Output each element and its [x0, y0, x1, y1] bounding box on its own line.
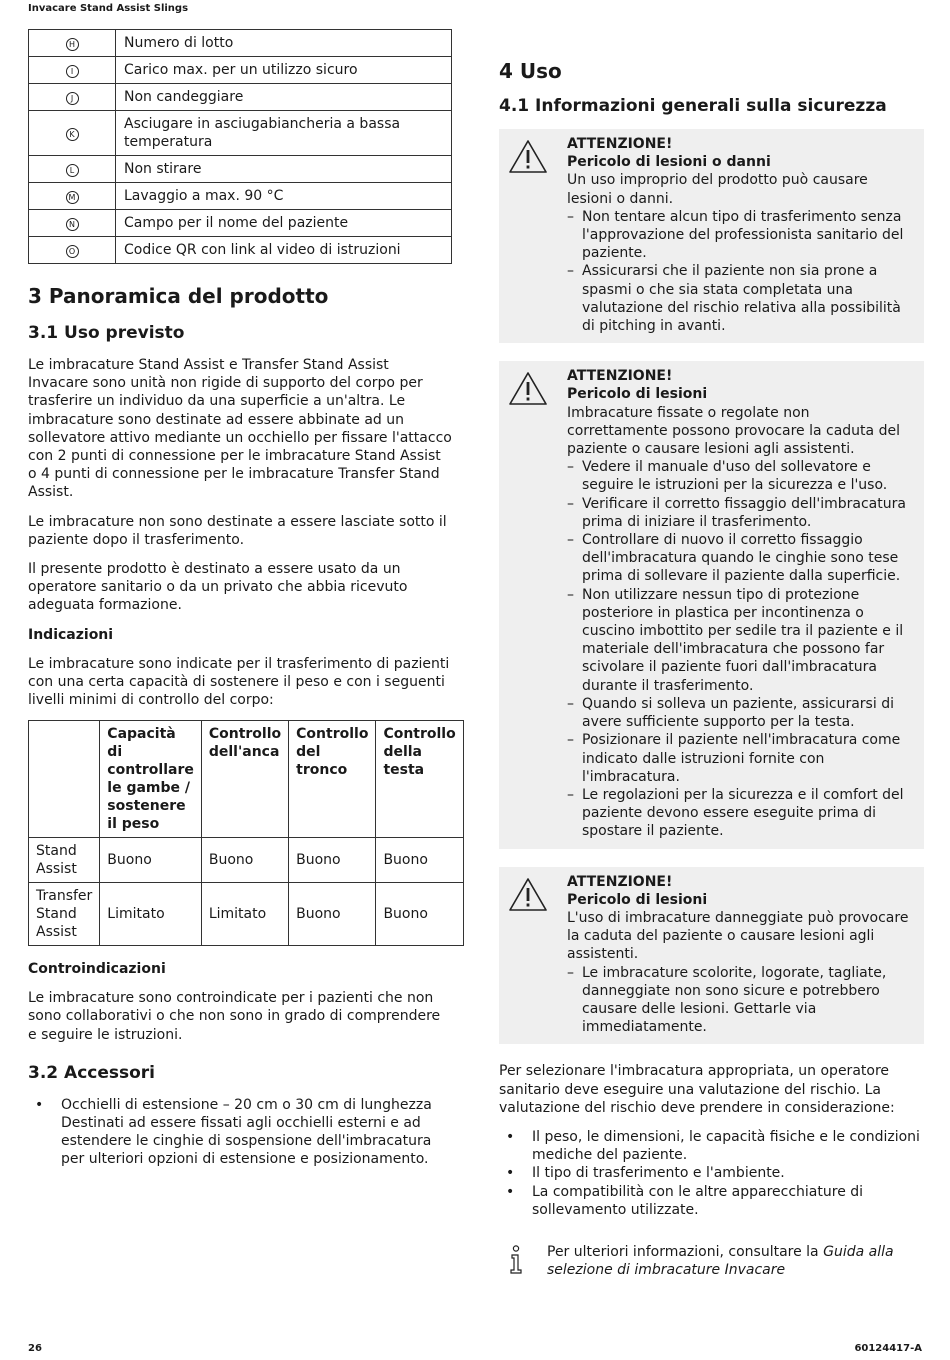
warning-triangle-icon [509, 371, 547, 405]
list-item-text: Quando si solleva un paziente, assicurarsi di avere sufficiente supporto per la testa. [582, 695, 894, 731]
table-header-cell: Controllo dell'anca [201, 721, 288, 838]
table-cell: Stand Assist [29, 838, 100, 883]
symbol-letter-cell [29, 57, 116, 84]
table-row [29, 237, 452, 264]
info-note [499, 1243, 924, 1279]
table-row [29, 111, 452, 156]
list-item [567, 458, 914, 494]
circled-letter-icon: N [66, 218, 79, 231]
right-column [499, 59, 924, 1279]
section-3-1-title: 3.1 Uso previsto [28, 323, 185, 343]
dash-icon: – [567, 586, 574, 603]
dash-icon: – [567, 263, 574, 280]
section-3-title: 3 Panoramica del prodotto [28, 284, 329, 308]
list-item [499, 1164, 924, 1182]
table-cell: Buono [289, 838, 376, 883]
table-cell: Buono [376, 838, 463, 883]
bullet-icon: • [35, 1096, 44, 1113]
circled-letter-icon: J [66, 92, 79, 105]
dash-icon: – [567, 964, 574, 981]
list-item [567, 786, 914, 841]
bullet-icon: • [506, 1165, 515, 1182]
symbol-description: Non candeggiare [116, 84, 452, 111]
circled-letter-icon: K [66, 128, 79, 141]
warning-list [567, 458, 914, 840]
list-item-text: Vedere il manuale d'uso del sollevatore e seguire le istruzioni per la sicurezza e l'uso. [582, 459, 888, 494]
page-number: 26 [28, 1343, 42, 1354]
table-cell: Limitato [201, 883, 288, 946]
table-cell: Buono [201, 838, 288, 883]
dash-icon: – [567, 495, 574, 512]
symbol-letter-cell [29, 210, 116, 237]
indications-table [28, 720, 464, 946]
symbol-description: Asciugare in asciugabiancheria a bassa temperatura [116, 111, 452, 156]
intended-use-paragraph-2: Le imbracature non sono destinate a essere lasciate sotto il paziente dopo il trasferimento. [28, 513, 447, 548]
table-header-row [29, 721, 464, 838]
table-header-cell: Controllo della testa [376, 721, 463, 838]
section-3-2-title: 3.2 Accessori [28, 1062, 156, 1083]
symbol-table [28, 29, 452, 264]
indications-title: Indicazioni [28, 626, 114, 643]
dash-icon: – [567, 459, 574, 476]
table-cell: Limitato [100, 883, 202, 946]
bullet-icon: • [506, 1183, 515, 1200]
running-header: Invacare Stand Assist Slings [28, 3, 189, 14]
indications-text: Le imbracature sono indicate per il trasferimento di pazienti con una certa capacità di sostenere il peso e con i seguenti livelli minimi di controllo del corpo: [28, 655, 450, 709]
symbol-letter-cell [29, 30, 116, 57]
document-code: 60124417-A [854, 1343, 922, 1354]
circled-letter-icon: L [66, 164, 79, 177]
intended-use-paragraph-3: Il presente prodotto è destinato a essere usato da un operatore sanitario o da un privato che abbia ricevuto adeguata formazione. [28, 561, 408, 614]
table-cell: Transfer Stand Assist [29, 883, 100, 946]
table-header-cell: Capacità di controllare le gambe / sostenere il peso [100, 721, 202, 838]
dash-icon: – [567, 208, 574, 225]
table-cell: Buono [100, 838, 202, 883]
symbol-description: Campo per il nome del paziente [116, 210, 452, 237]
list-item [567, 964, 914, 1037]
table-row [29, 210, 452, 237]
warning-label: ATTENZIONE! [567, 368, 673, 385]
table-cell: Buono [289, 883, 376, 946]
list-item-text: Il peso, le dimensioni, le capacità fisiche e le condizioni mediche del paziente. [532, 1128, 920, 1164]
list-item-text: Posizionare il paziente nell'imbracatura come indicato dalle istruzioni fornite con l'imbracatura. [582, 732, 901, 785]
list-item-text: Non tentare alcun tipo di trasferimento senza l'approvazione del professionista sanitario del paziente. [582, 208, 904, 262]
table-cell: Buono [376, 883, 463, 946]
warning-title: Pericolo di lesioni [567, 891, 708, 908]
dash-icon: – [567, 532, 574, 549]
list-item [567, 531, 914, 586]
risk-assessment-text: Per selezionare l'imbracatura appropriata, un operatore sanitario deve eseguire una valutazione del rischio. La valutazione del rischio deve prendere in considerazione: [499, 1063, 895, 1116]
warning-list [567, 964, 914, 1037]
dash-icon: – [567, 732, 574, 749]
symbol-description: Carico max. per un utilizzo sicuro [116, 57, 452, 84]
list-item [567, 262, 914, 335]
circled-letter-icon: O [66, 245, 79, 258]
warning-label: ATTENZIONE! [567, 136, 673, 152]
left-column [28, 29, 456, 1169]
symbol-description: Lavaggio a max. 90 °C [116, 183, 452, 210]
warning-title: Pericolo di lesioni o danni [567, 154, 771, 171]
warning-box [499, 361, 924, 848]
table-row [29, 84, 452, 111]
table-row [29, 30, 452, 57]
list-item [567, 586, 914, 695]
criteria-list [499, 1128, 924, 1219]
section-4-title: 4 Uso [499, 59, 562, 83]
circled-letter-icon: I [66, 65, 79, 78]
warning-triangle-icon [509, 877, 547, 911]
warning-triangle-icon [509, 139, 547, 173]
symbol-letter-cell [29, 84, 116, 111]
table-row [29, 883, 464, 946]
table-row [29, 838, 464, 883]
warning-title: Pericolo di lesioni [567, 386, 708, 403]
warning-label: ATTENZIONE! [567, 873, 673, 890]
list-item [567, 208, 914, 263]
contraindications-text: Le imbracature sono controindicate per i pazienti che non sono collaborativi o che non sono in grado di comprendere e seguire le istruzioni. [28, 990, 441, 1043]
symbol-letter-cell [29, 237, 116, 264]
warning-text: Un uso improprio del prodotto può causare lesioni o danni. [567, 172, 868, 207]
table-row [29, 183, 452, 210]
table-row [29, 57, 452, 84]
info-icon [507, 1245, 525, 1275]
warnings-container [499, 129, 924, 1044]
circled-letter-icon: M [66, 191, 79, 204]
table-row [29, 156, 452, 183]
info-note-text: Per ulteriori informazioni, consultare la Guida alla selezione di imbracature Invacare [547, 1243, 894, 1279]
list-item [567, 731, 914, 786]
list-item [499, 1128, 924, 1164]
accessories-list [28, 1096, 453, 1169]
list-item [567, 495, 914, 531]
warning-text: L'uso di imbracature danneggiate può provocare la caduta del paziente o causare lesioni agli assistenti. [567, 909, 909, 963]
symbol-description: Codice QR con link al video di istruzioni [116, 237, 452, 264]
warning-box [499, 129, 924, 343]
list-item-text: Le regolazioni per la sicurezza e il comfort del paziente devono essere eseguite prima di spostare il paziente. [582, 786, 904, 840]
symbol-description: Non stirare [116, 156, 452, 183]
list-item-text: Il tipo di trasferimento e l'ambiente. [532, 1165, 785, 1182]
table-header-cell: Controllo del tronco [289, 721, 376, 838]
intended-use-paragraph: Le imbracature Stand Assist e Transfer Stand Assist Invacare sono unità non rigide di supporto del corpo per trasferire un individuo da una superficie a un'altra. Le imbracature sono destinate ad essere abbinate ad un sollevatore attivo mediante un occhiello per fissare l'attacco con 2 punti di connessione per le imbracature Stand Assist o 4 punti di connessione per le imbracature Transfer Stand Assist. [28, 357, 452, 501]
list-item [499, 1183, 924, 1219]
warning-list [567, 208, 914, 335]
section-4-1-title: 4.1 Informazioni generali sulla sicurezza [499, 96, 887, 116]
list-item-text: Verificare il corretto fissaggio dell'imbracatura prima di iniziare il trasferimento. [582, 495, 906, 530]
circled-letter-icon: H [66, 38, 79, 51]
contraindications-title: Controindicazioni [28, 961, 166, 978]
list-item-text: Le imbracature scolorite, logorate, tagliate, danneggiate non sono sicure e potrebbero causare delle lesioni. Gettarle via immediatamente. [582, 964, 887, 1036]
warning-box [499, 867, 924, 1045]
warning-text: Imbracature fissate o regolate non correttamente possono provocare la caduta del paziente o causare lesioni agli assistenti. [567, 404, 900, 458]
list-item-text: Controllare di nuovo il corretto fissaggio dell'imbracatura quando le cinghie sono tese prima di sollevare il paziente dalla superficie. [582, 532, 901, 585]
symbol-description: Numero di lotto [116, 30, 452, 57]
list-item-text: La compatibilità con le altre apparecchiature di sollevamento utilizzate. [532, 1183, 864, 1218]
list-item-text: Assicurarsi che il paziente non sia prone a spasmi o che sia stata completata una valutazione del rischio relativa alla possibilità di pitching in avanti. [582, 263, 901, 335]
list-item-text: Non utilizzare nessun tipo di protezione posteriore in plastica per incontinenza o cuscino imbottito per sedile tra il paziente e il materiale dell'imbracatura che possono far scivolare il paziente fuori dall'imbracatura durante il trasferimento. [582, 586, 904, 694]
symbol-letter-cell [29, 111, 116, 156]
dash-icon: – [567, 786, 574, 803]
list-item: • Occhielli di estensione – 20 cm o 30 cm di lunghezza Destinati ad essere fissati agli occhielli esterni e ad estendere le cinghie di sospensione dell'imbracatura per ulteriori opzioni di estensione e posizionamento. [35, 1096, 432, 1168]
list-item [567, 695, 914, 731]
dash-icon: – [567, 695, 574, 712]
symbol-letter-cell [29, 156, 116, 183]
symbol-letter-cell [29, 183, 116, 210]
table-header-cell [29, 721, 100, 838]
bullet-icon: • [506, 1128, 515, 1145]
